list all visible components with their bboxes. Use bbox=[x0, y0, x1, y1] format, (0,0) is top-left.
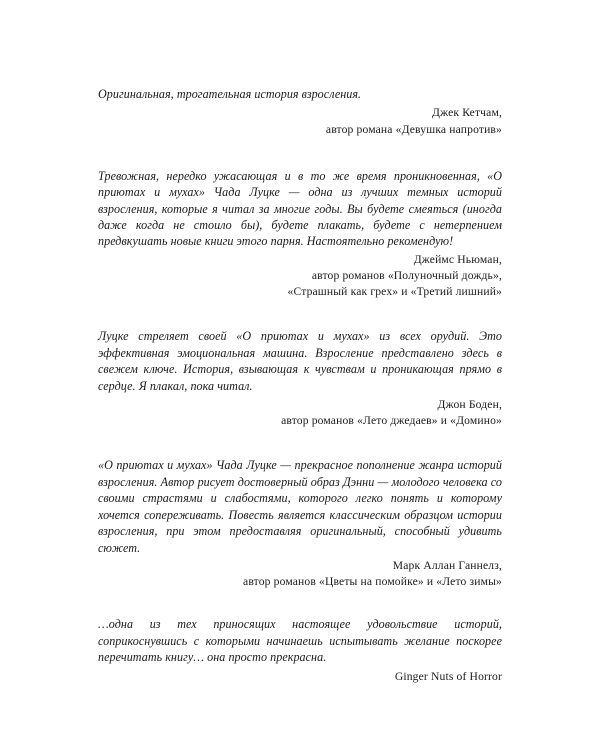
blurb-entry bbox=[98, 168, 502, 301]
attribution-line: Джон Боден, bbox=[437, 398, 502, 412]
blurb-quote: …одна из тех приносящих настоящее удовольствие историй, соприкоснувшись с которыми начинаешь испытывать желание поскорее перечитать книгу… она просто прекрасна. bbox=[98, 617, 502, 665]
blurb-entry bbox=[98, 616, 502, 684]
attribution-line: «Страшный как грех» и «Третий лишний» bbox=[287, 285, 502, 299]
attribution-line: автор романов «Полуночный дождь», bbox=[311, 269, 502, 283]
attribution-line: автор романов «Лето джедаев» и «Домино» bbox=[281, 414, 502, 428]
blurb-entry bbox=[98, 86, 502, 138]
blurb-attribution bbox=[98, 669, 502, 685]
blurb-entry bbox=[98, 457, 502, 590]
blurb-quote: Луцке стреляет своей «О приютах и мухах» из всех орудий. Это эффективная эмоциональная машина. Взросление представлено здесь в свежем ключе. История, взывающая к чувствам и проникающая прямо в сердце. Я плакал, пока читал. bbox=[98, 329, 502, 393]
attribution-line: Ginger Nuts of Horror bbox=[394, 669, 502, 683]
attribution-line: Джек Кетчам, bbox=[432, 106, 502, 120]
blurb-quote: Оригинальная, трогательная история взросления. bbox=[98, 87, 362, 101]
blurb-attribution bbox=[98, 105, 502, 137]
blurb-attribution bbox=[98, 397, 502, 429]
blurbs-container bbox=[98, 86, 502, 685]
blurb-quote: «О приютах и мухах» Чада Луцке — прекрасное пополнение жанра историй взросления. Автор рисует достоверный образ Дэнни — молодого человека со своими страстями и слабостями, которого легко понять и которому хочется сопереживать. Повесть является классическим образцом истории взросления, при этом предоставляя оригинальный, способный удивить сюжет. bbox=[98, 458, 502, 555]
blurb-quote: Тревожная, нередко ужасающая и в то же время проникновенная, «О приютах и мухах» Чада Луцке — одна из лучших темных историй взросления, которые я читал за многие годы. Вы будете смеяться (иногда даже когда не стоило бы), будете плакать, будете с нетерпением предвкушать новые книги этого парня. Настоятельно рекомендую! bbox=[98, 168, 502, 249]
attribution-line: автор романа «Девушка напротив» bbox=[325, 122, 502, 136]
attribution-line: Марк Аллан Ганнелз, bbox=[392, 558, 502, 572]
blurb-attribution bbox=[98, 252, 502, 301]
blurb-entry bbox=[98, 328, 502, 429]
attribution-line: Джеймс Ньюман, bbox=[413, 252, 502, 266]
blurb-attribution bbox=[98, 558, 502, 590]
attribution-line: автор романов «Цветы на помойке» и «Лето зимы» bbox=[243, 575, 502, 589]
